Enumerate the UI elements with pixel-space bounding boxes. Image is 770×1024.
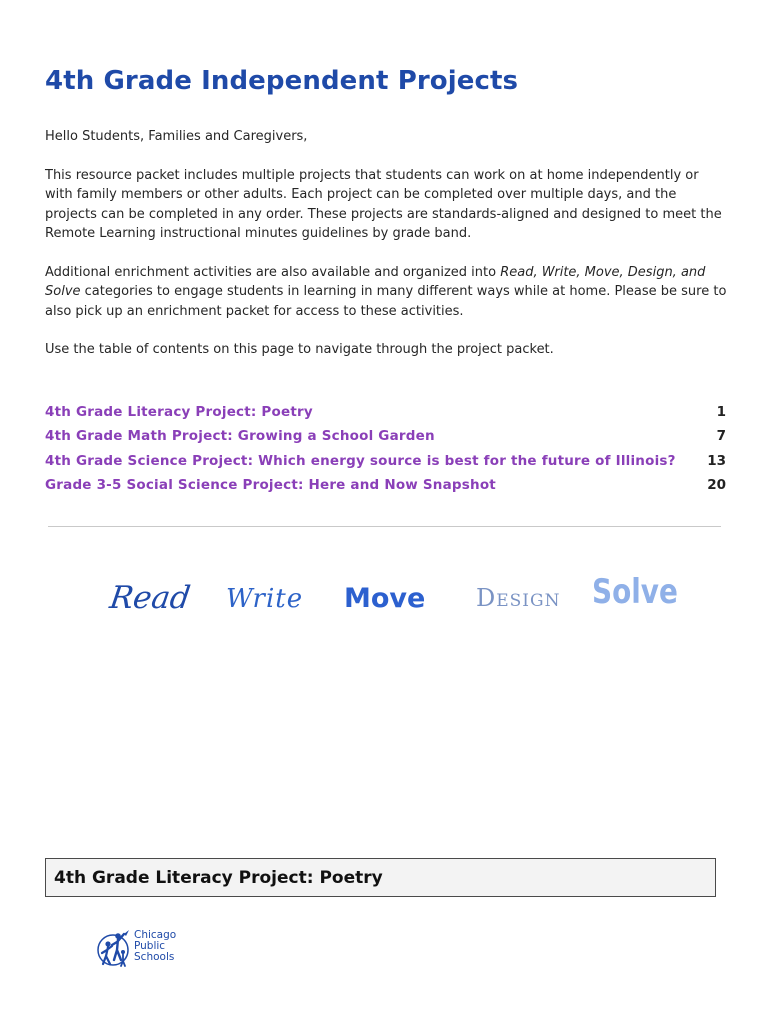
toc-page-number: 20 [707,476,726,493]
toc-item-literacy[interactable] [45,404,726,428]
enrichment-move: Move [344,583,426,614]
toc-page-number: 1 [716,404,726,420]
section-heading-box [45,858,716,897]
logo-line: Schools [134,951,175,963]
enrichment-banner [0,572,770,632]
intro-paragraph-2-prefix: Additional enrichment activities are also available and organized into [45,264,501,280]
intro-paragraph-3: Use the table of contents on this page to navigate through the project packet. [45,342,554,357]
enrichment-categories: Read, Write, Move, Design, and Solve [45,264,706,299]
divider [48,526,721,527]
enrichment-write: Write [226,584,304,614]
toc-link[interactable]: 4th Grade Science Project: Which energy source is best for the future of Illinois? [45,452,676,469]
cps-logo-text [134,930,176,963]
greeting: Hello Students, Families and Caregivers, [45,129,308,144]
cps-logo [96,926,206,972]
toc-page-number: 13 [707,452,726,469]
intro-paragraph-2-suffix: categories to engage students in learning in many different ways while at home. Please be sure to also pick up an enrichment packet for access to these activities. [45,284,727,319]
toc-link[interactable]: 4th Grade Math Project: Growing a School Garden [45,428,435,445]
toc-item-science[interactable] [45,453,726,477]
enrichment-solve: Solve [592,572,678,612]
logo-line: Chicago [134,929,177,941]
intro-text [45,127,730,379]
cps-logo-icon [96,926,136,970]
toc-link[interactable]: Grade 3-5 Social Science Project: Here and Now Snapshot [45,476,496,493]
enrichment-design: Design [476,584,561,612]
toc-item-math[interactable] [45,428,726,452]
toc-link[interactable]: 4th Grade Literacy Project: Poetry [45,404,313,420]
page-title: 4th Grade Independent Projects [45,66,519,96]
enrichment-read: Read [107,580,193,616]
section-heading: 4th Grade Literacy Project: Poetry [54,868,383,888]
intro-paragraph-1: This resource packet includes multiple projects that students can work on at home independently or with family members or other adults. Each project can be completed over multiple days, and the projects can be completed in any order. These projects are standards-aligned and designed to meet the Remote Learning instructional minutes guidelines by grade band. [45,167,722,241]
intro-paragraph-2 [45,263,730,322]
toc-page-number: 7 [716,428,726,445]
toc-item-social-science[interactable] [45,477,726,501]
table-of-contents [45,404,726,501]
logo-line: Public [134,940,166,952]
